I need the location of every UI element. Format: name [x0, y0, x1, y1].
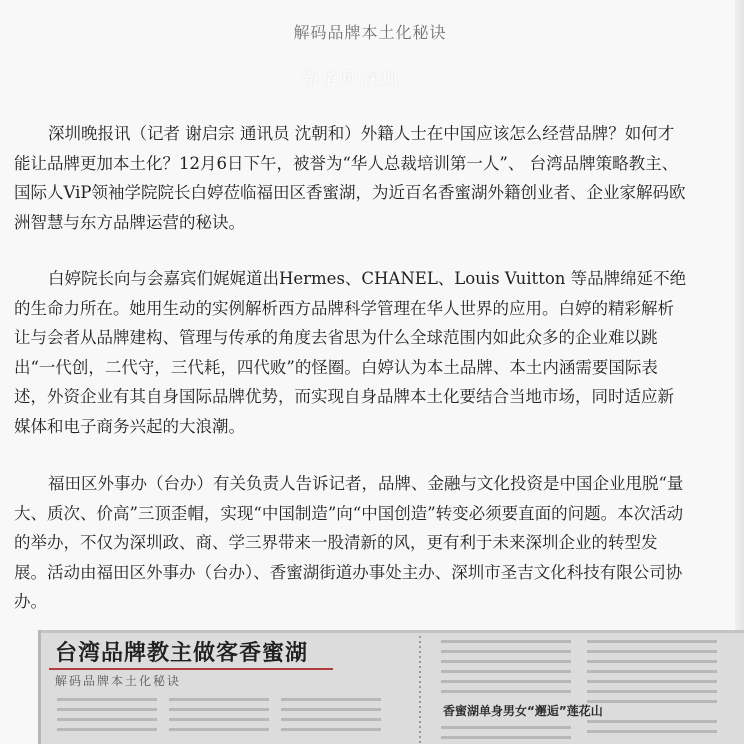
article-paragraph-1: 深圳晚报讯（记者 谢启宗 通讯员 沈朝和）外籍人士在中国应该怎么经营品牌？如何才能让品牌更加本土化？12月6日下午，被誉为“华人总裁培训第一人”、 台湾品牌策略教主、国际人ViP领袖学院院长白婷莅临福田区香蜜湖，为近百名香蜜湖外籍创业者、企业家解码欧洲智慧与东方品牌运营的秘诀。 [14, 124, 686, 232]
clipping-text-column [169, 698, 269, 738]
clipping-text-column [281, 698, 381, 738]
clipping-text-column [441, 726, 571, 744]
clipping-text-column [57, 698, 157, 738]
newspaper-clipping [38, 630, 744, 744]
article-paragraph-2: 白婷院长向与会嘉宾们娓娓道出Hermes、CHANEL、Louis Vuitton 等品牌绵延不绝的生命力所在。她用生动的实例解析西方品牌科学管理在华人世界的应用。白婷的精彩解析让与会者从品牌建构、管理与传承的角度去省思为什么全球范围内如此众多的企业难以跳出“一代创，二代守，三代耗，四代败”的怪圈。白婷认为本土品牌、本土内涵需要国际表述，外资企业有其自身国际品牌优势，而实现自身品牌本土化要结合当地市场，同时适应新媒体和电子商务兴起的大浪潮。 [14, 269, 687, 436]
clipping-text-column [587, 640, 717, 710]
clipping-subtitle: 解码品牌本土化秘诀 [55, 674, 182, 688]
watermark: 新华网·深圳 [302, 69, 400, 88]
article-paragraph-3: 福田区外事办（台办）有关负责人告诉记者，品牌、金融与文化投资是中国企业甩脱“量大、质次、价高”三顶歪帽，实现“中国制造”向“中国创造”转变必须要直面的问题。本次活动的举办，不仅为深圳政、商、学三界带来一股清新的风，更有利于未来深圳企业的转型发展。活动由福田区外事办（台办）、香蜜湖街道办事处主办、深圳市圣吉文化科技有限公司协办。 [14, 474, 684, 611]
article-headline: 解码品牌本土化秘诀 [293, 23, 447, 42]
clipping-text-column [441, 640, 571, 700]
clipping-title: 台湾品牌教主做客香蜜湖 [55, 641, 309, 666]
column-divider [419, 636, 421, 744]
clipping-side-title: 香蜜湖单身男女“邂逅”莲花山 [443, 704, 603, 718]
clipping-text-column [587, 720, 717, 740]
clipping-title-underline [49, 668, 333, 670]
